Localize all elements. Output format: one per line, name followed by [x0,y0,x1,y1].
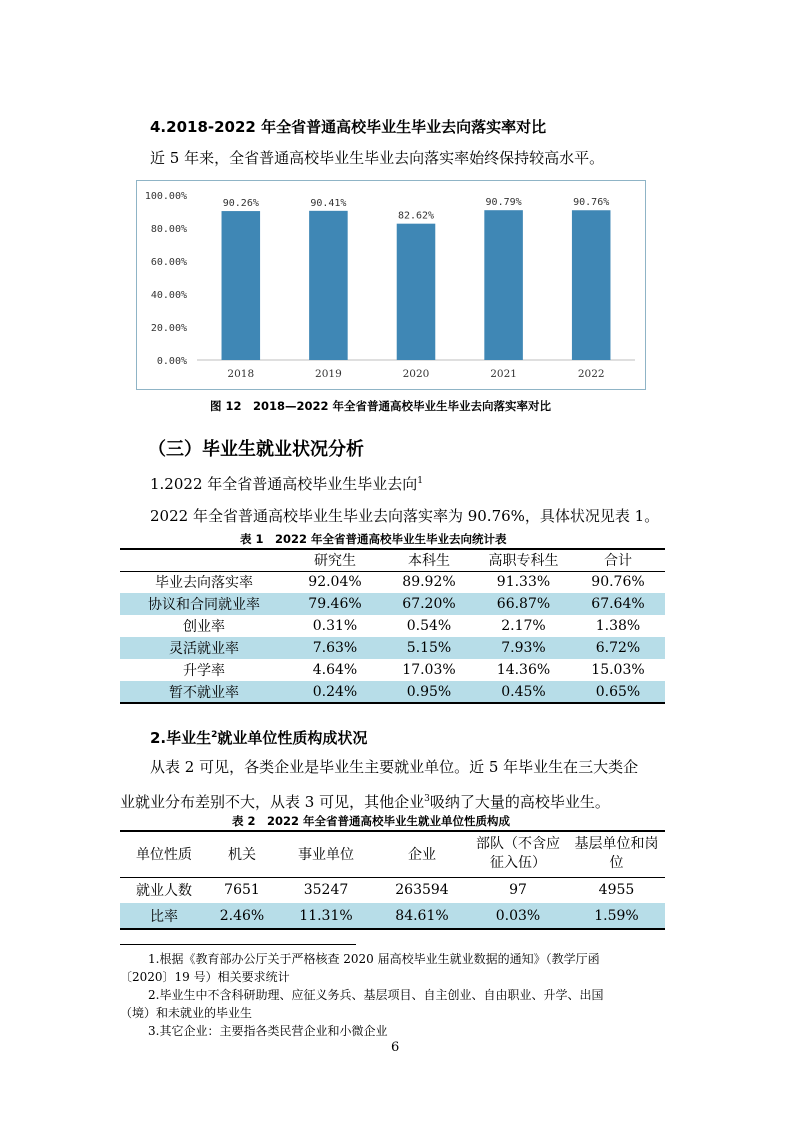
table1-header: 高职专科生 [488,553,559,570]
x-tick-label: 2019 [315,368,342,380]
table-cell: 92.04% [308,574,362,591]
table1-header-row [120,549,665,571]
footnote-1-line2: 〔2020〕19 号）相关要求统计 [120,970,290,984]
bar [309,211,348,360]
table-cell: 比率 [120,903,208,929]
y-tick-label: 80.00% [150,224,187,235]
table-row [120,637,665,659]
table-cell: 84.61% [376,903,468,929]
table2-header: 部队（不含应征入伍） [476,836,560,872]
bar [397,224,436,360]
subheading-1 [150,473,423,494]
table-cell: 6.72% [571,637,665,659]
table-cell: 0.45% [476,681,571,703]
bar-chart [137,181,645,389]
table-cell: 0.54% [406,618,452,634]
data-label: 90.79% [485,197,522,209]
table-cell: 4955 [598,882,635,899]
table-cell: 67.64% [571,593,665,615]
table1-header [120,549,288,571]
footnote-2-line2: （境）和未就业的毕业生 [120,1006,253,1020]
subheading-2 [150,727,367,748]
y-tick-label: 60.00% [150,257,187,268]
subheading-1-text: 1.2022 年全省普通高校毕业生毕业去向 [150,475,418,493]
table-cell: 协议和合同就业率 [120,593,288,615]
table-cell: 7.93% [476,637,571,659]
table-cell: 0.95% [382,681,476,703]
table1 [120,548,665,704]
x-tick-label: 2020 [402,368,430,380]
footnote-2-line1: 2.毕业生中不含科研助理、应征义务兵、基层项目、自主创业、自由职业、升学、出国 [148,988,604,1002]
table-cell: 2.17% [501,618,546,634]
table-cell: 0.03% [468,903,568,929]
data-label: 90.76% [573,197,610,209]
table2-header: 单位性质 [136,847,192,864]
bar [222,211,261,360]
footnote-ref-3: 3 [424,794,430,804]
table-row [120,571,665,593]
table-cell: 创业率 [183,619,225,635]
bar [572,210,611,360]
table-row [120,877,665,903]
table-cell: 7.63% [288,637,382,659]
table-cell: 暂不就业率 [120,681,288,703]
table-cell: 5.15% [382,637,476,659]
section2-paragraph-line2 [120,788,610,813]
table-cell: 0.24% [288,681,382,703]
subheading-2-text-b: 就业单位性质构成状况 [217,729,368,747]
table-cell: 灵活就业率 [120,637,288,659]
para-line2-text-b: 吸纳了大量的高校毕业生。 [429,793,610,811]
x-tick-label: 2022 [577,368,605,380]
data-label: 90.41% [310,197,347,209]
table-row [120,615,665,637]
footnote-ref-2: 2 [211,730,218,740]
section4-heading: 4.2018-2022 年全省普通高校毕业生毕业去向落实率对比 [150,118,547,136]
table-cell: 89.92% [402,574,456,591]
table-cell: 11.31% [276,903,376,929]
table2-header-row [120,831,665,877]
table-cell: 67.20% [382,593,476,615]
section3-paragraph: 2022 年全省普通高校毕业生毕业去向落实率为 90.76%，具体状况见表 1。 [150,507,660,525]
page-number: 6 [391,1040,400,1055]
table-cell: 17.03% [402,662,456,678]
footnote-1-line1: 1.根据《教育部办公厅关于严格核查 2020 届高校毕业生就业数据的通知》（教学厅函 [148,952,600,966]
para-line2-text-a: 业就业分布差别不大，从表 3 可见，其他企业 [120,793,425,811]
table2-header: 企业 [408,847,436,864]
table2 [120,830,665,930]
table-cell: 79.46% [288,593,382,615]
table-cell: 就业人数 [136,883,192,900]
y-tick-label: 100.00% [144,191,187,202]
table-cell: 35247 [303,882,349,899]
table2-header: 事业单位 [298,847,354,864]
table-cell: 66.87% [476,593,571,615]
table-cell: 14.36% [496,662,551,678]
table1-header: 研究生 [314,553,356,570]
table-cell: 1.38% [595,618,641,634]
table-cell: 15.03% [591,662,645,678]
table-cell: 毕业去向落实率 [155,575,253,592]
footnote-3: 3.其它企业：主要指各类民营企业和小微企业 [148,1024,388,1038]
y-tick-label: 20.00% [150,323,187,334]
x-tick-label: 2018 [227,368,255,380]
bar-chart-container [136,180,646,390]
y-tick-label: 0.00% [156,356,187,367]
section4-paragraph: 近 5 年来，全省普通高校毕业生毕业去向落实率始终保持较高水平。 [150,149,605,167]
table-cell: 97 [509,882,527,899]
x-tick-label: 2021 [490,368,517,380]
table-cell: 2.46% [208,903,276,929]
footnote-divider [120,944,356,945]
y-tick-label: 40.00% [150,290,187,301]
table-cell: 0.31% [312,618,358,634]
table2-caption: 表 2 2022 年全省普通高校毕业生就业单位性质构成 [232,814,511,828]
data-label: 82.62% [397,210,435,222]
table1-caption: 表 1 2022 年全省普通高校毕业生毕业去向统计表 [240,532,507,546]
table-row [120,903,665,929]
table-cell: 7651 [224,882,260,899]
table-row [120,681,665,703]
table-cell: 0.65% [571,681,665,703]
table1-header: 本科生 [408,553,450,570]
table-cell: 1.59% [568,903,665,929]
bar [484,210,523,360]
table-row [120,659,665,681]
section2-paragraph-line1: 从表 2 可见，各类企业是毕业生主要就业单位。近 5 年毕业生在三大类企 [150,758,639,776]
footnote-ref-1: 1 [417,476,423,486]
table-cell: 90.76% [591,574,645,591]
table-cell: 4.64% [312,662,358,678]
table2-header: 基层单位和岗位 [574,836,659,872]
figure-caption: 图 12 2018—2022 年全省普通高校毕业生毕业去向落实率对比 [210,399,552,413]
data-label: 90.26% [222,198,259,210]
table-cell: 263594 [395,882,449,899]
section3-heading: （三）毕业生就业状况分析 [148,439,364,460]
subheading-2-text-a: 2.毕业生 [150,729,212,747]
table2-header: 机关 [228,847,256,864]
table-cell: 91.33% [496,574,551,591]
table-row [120,593,665,615]
table-cell: 升学率 [183,663,225,679]
table1-header: 合计 [604,553,632,570]
